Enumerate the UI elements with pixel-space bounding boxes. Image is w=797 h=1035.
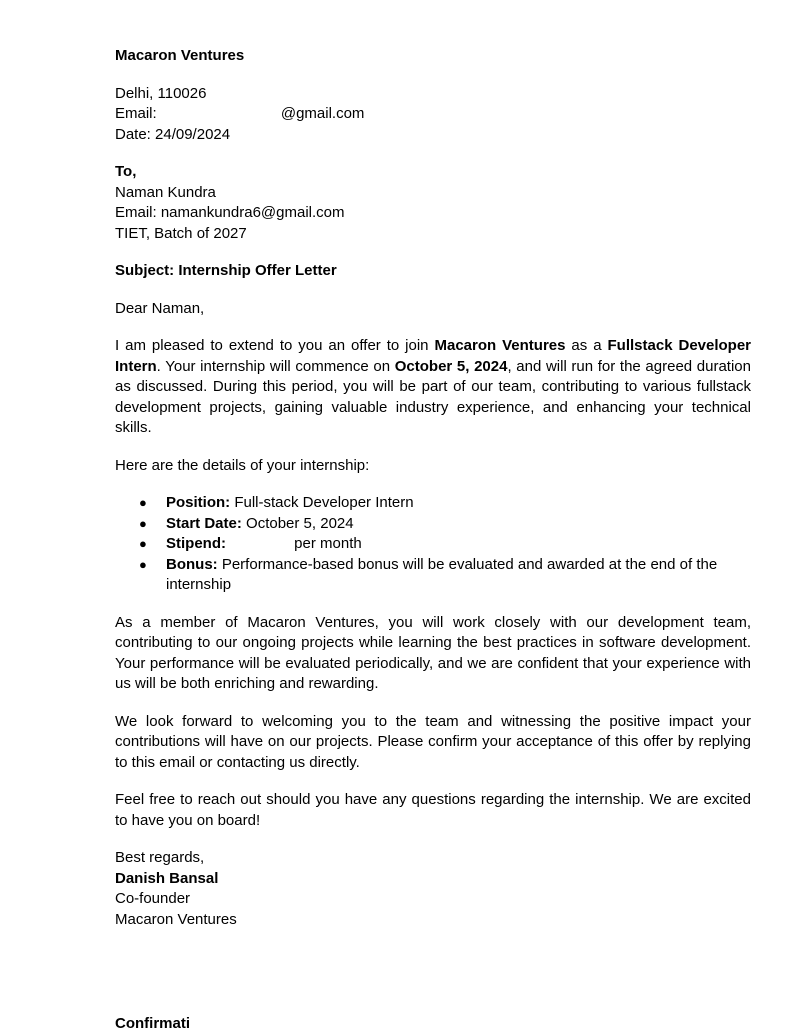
sender-address: Delhi, 110026 (115, 84, 207, 102)
detail-label: Stipend: (166, 535, 226, 552)
closing-regards: Best regards, (115, 849, 205, 866)
signatory-company: Macaron Ventures (115, 910, 237, 928)
detail-value: per month (290, 535, 362, 552)
list-item (115, 493, 751, 514)
detail-label: Position: (166, 494, 231, 511)
details-intro: Here are the details of your internship: (115, 456, 370, 474)
letter-date: Date: 24/09/2024 (115, 125, 231, 143)
signatory-title: Co-founder (115, 890, 191, 907)
sender-email (115, 104, 751, 125)
offer-letter (115, 46, 751, 930)
intro-company: Macaron Ventures (434, 337, 566, 354)
confirmation-heading-cut: Confirmati (115, 1015, 190, 1032)
body-paragraph-2: As a member of Macaron Ventures, you will work closely with our development team, contributing to our ongoing projects while learning the best practices in software development. Your performance will be evaluated periodically, and we are confident that your experience with us will be both enriching and rewarding. (115, 613, 751, 692)
list-item (115, 514, 751, 535)
intro-text-3: . Your internship will commence on (156, 357, 395, 375)
intro-text-2: as a (565, 337, 608, 354)
signatory-name: Danish Bansal (115, 869, 219, 887)
recipient-email: Email: namankundra6@gmail.com (115, 204, 345, 221)
sender-email-prefix: Email: (115, 105, 161, 122)
letter-subject: Subject: Internship Offer Letter (115, 262, 337, 279)
recipient-to-label: To, (115, 163, 137, 180)
detail-value: Performance-based bonus will be evaluated and awarded at the end of the internship (166, 555, 718, 593)
detail-label: Start Date: (166, 514, 242, 532)
bullet-icon: ● (139, 515, 147, 531)
detail-value: October 5, 2024 (241, 514, 354, 532)
detail-value: Full-stack Developer Intern (230, 494, 414, 511)
details-list (115, 493, 751, 596)
intro-paragraph (115, 336, 751, 439)
intro-start-date: October 5, 2024 (394, 357, 508, 375)
intro-text-1: I am pleased to extend to you an offer to join (115, 337, 435, 354)
recipient-institution: TIET, Batch of 2027 (115, 224, 247, 242)
intro-text-4: , and will run for the agreed duration as discussed. During this period, you will be part of our team, contributing to various fullstack development projects, gaining valuable industry experience, and enhancing your technical skills. (115, 357, 751, 436)
list-item (115, 555, 751, 596)
body-paragraph-3: We look forward to welcoming you to the team and witnessing the positive impact your contributions will have on our projects. Please confirm your acceptance of this offer by replying to this email or contacting us directly. (115, 712, 751, 771)
sender-email-suffix: @gmail.com (280, 105, 365, 122)
body-paragraph-4: Feel free to reach out should you have any questions regarding the internship. We are excited to have you on board! (115, 791, 751, 829)
recipient-name: Naman Kundra (115, 183, 216, 201)
sender-company: Macaron Ventures (115, 47, 245, 64)
list-item (115, 534, 751, 555)
bullet-icon: ● (139, 536, 147, 551)
detail-label: Bonus: (166, 555, 218, 573)
bullet-icon: ● (139, 495, 147, 510)
bullet-icon: ● (139, 556, 147, 572)
salutation: Dear Naman, (115, 299, 205, 317)
intro-role: Fullstack Developer Intern (115, 337, 752, 375)
